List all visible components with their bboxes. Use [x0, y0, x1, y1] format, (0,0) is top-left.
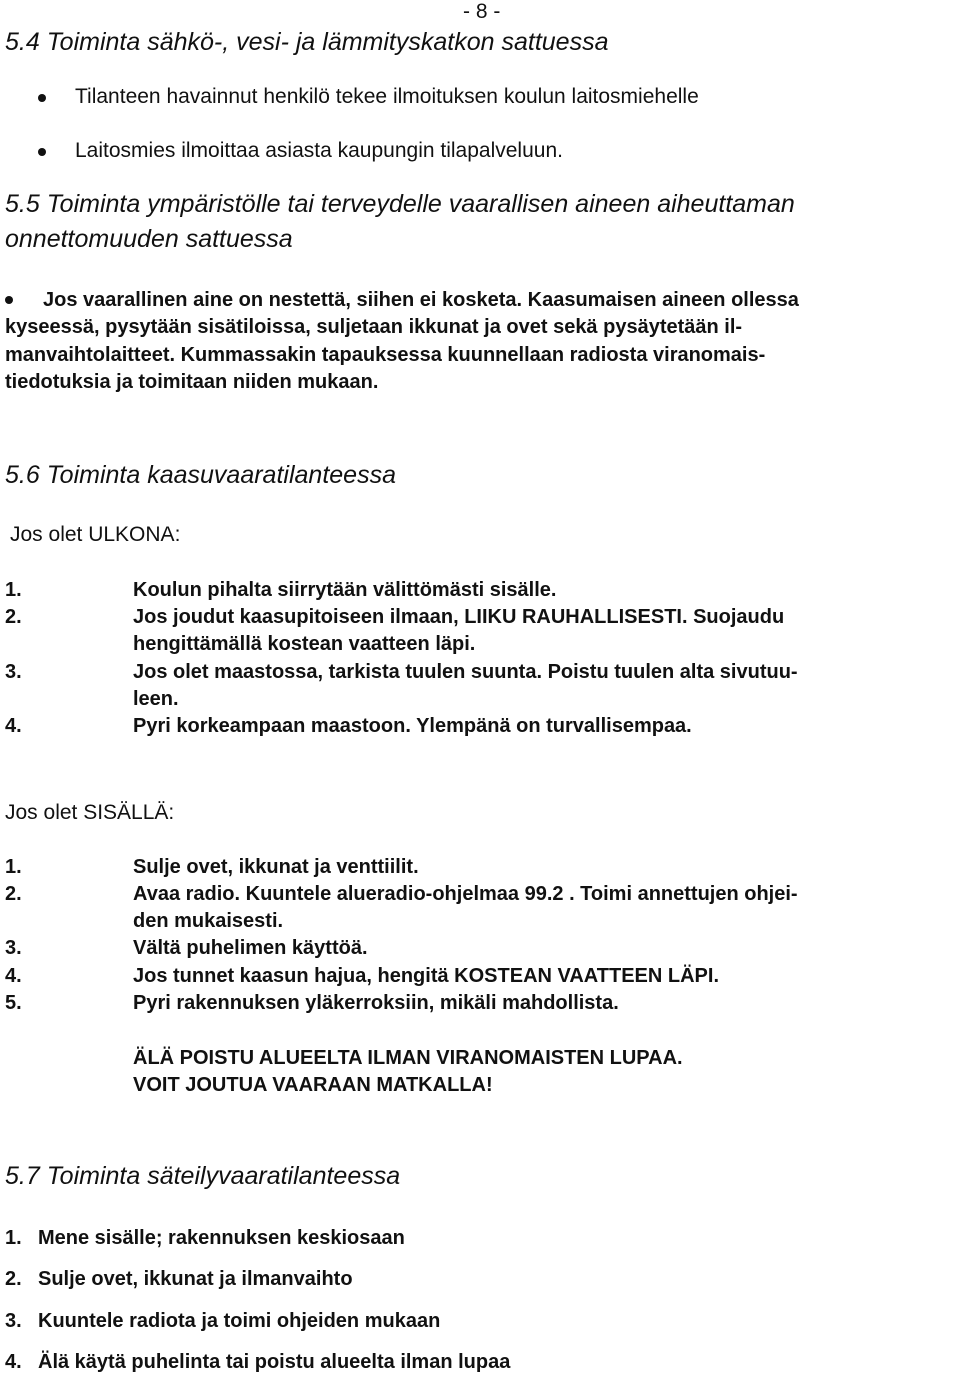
- list-item-continuation: den mukaisesti.: [133, 910, 284, 932]
- list-item: Sulje ovet, ikkunat ja ilmanvaihto: [38, 1268, 353, 1290]
- bullet-icon: [38, 94, 46, 102]
- list-number: 4.: [5, 715, 22, 737]
- list-item: Pyri rakennuksen yläkerroksiin, mikäli mahdollista.: [133, 992, 619, 1014]
- list-item: Älä käytä puhelinta tai poistu alueelta ilman lupaa: [38, 1351, 511, 1373]
- bullet-icon: [5, 296, 13, 304]
- list-number: 3.: [5, 1310, 22, 1332]
- paragraph-line: kyseessä, pysytään sisätiloissa, suljetaan ikkunat ja ovet sekä pysäytetään il-: [5, 316, 743, 338]
- list-item-continuation: leen.: [133, 688, 179, 710]
- list-number: 4.: [5, 965, 22, 987]
- section-5-4-heading: 5.4 Toiminta sähkö-, vesi- ja lämmityskatkon sattuessa: [5, 28, 609, 56]
- page-number: - 8 -: [463, 0, 501, 23]
- list-number: 1.: [5, 579, 22, 601]
- section-5-6-heading: 5.6 Toiminta kaasuvaaratilanteessa: [5, 461, 396, 489]
- list-item: Jos olet maastossa, tarkista tuulen suunta. Poistu tuulen alta sivutuu-: [133, 661, 798, 683]
- warning-line: ÄLÄ POISTU ALUEELTA ILMAN VIRANOMAISTEN LUPAA.: [133, 1047, 683, 1069]
- list-item: Jos tunnet kaasun hajua, hengitä KOSTEAN VAATTEEN LÄPI.: [133, 965, 719, 987]
- list-number: 2.: [5, 883, 22, 905]
- list-item: Vältä puhelimen käyttöä.: [133, 937, 368, 959]
- list-item: Laitosmies ilmoittaa asiasta kaupungin tilapalveluun.: [75, 139, 563, 162]
- list-number: 5.: [5, 992, 22, 1014]
- list-item: Kuuntele radiota ja toimi ohjeiden mukaan: [38, 1310, 441, 1332]
- inside-label: Jos olet SISÄLLÄ:: [5, 801, 175, 824]
- paragraph-line: tiedotuksia ja toimitaan niiden mukaan.: [5, 371, 379, 393]
- list-number: 3.: [5, 937, 22, 959]
- list-number: 3.: [5, 661, 22, 683]
- list-item: Tilanteen havainnut henkilö tekee ilmoituksen koulun laitosmiehelle: [75, 85, 699, 108]
- section-5-5-heading-line2: onnettomuuden sattuessa: [5, 225, 293, 253]
- list-item: Avaa radio. Kuuntele alueradio-ohjelmaa 99.2 . Toimi annettujen ohjei-: [133, 883, 798, 905]
- list-number: 1.: [5, 856, 22, 878]
- list-item: Jos joudut kaasupitoiseen ilmaan, LIIKU RAUHALLISESTI. Suojaudu: [133, 606, 785, 628]
- bullet-icon: [38, 148, 46, 156]
- section-5-7-heading: 5.7 Toiminta säteilyvaaratilanteessa: [5, 1162, 401, 1190]
- list-item: Pyri korkeampaan maastoon. Ylempänä on turvallisempaa.: [133, 715, 692, 737]
- outside-label: Jos olet ULKONA:: [10, 523, 181, 546]
- section-5-5-heading-line1: 5.5 Toiminta ympäristölle tai terveydelle vaarallisen aineen aiheuttaman: [5, 190, 795, 218]
- paragraph-line: Jos vaarallinen aine on nestettä, siihen ei kosketa. Kaasumaisen aineen ollessa: [43, 289, 799, 311]
- list-number: 4.: [5, 1351, 22, 1373]
- list-number: 1.: [5, 1227, 22, 1249]
- list-number: 2.: [5, 606, 22, 628]
- list-item-continuation: hengittämällä kostean vaatteen läpi.: [133, 633, 476, 655]
- paragraph-line: manvaihtolaitteet. Kummassakin tapauksessa kuunnellaan radiosta viranomais-: [5, 344, 766, 366]
- list-number: 2.: [5, 1268, 22, 1290]
- list-item: Sulje ovet, ikkunat ja venttiilit.: [133, 856, 419, 878]
- list-item: Mene sisälle; rakennuksen keskiosaan: [38, 1227, 405, 1249]
- list-item: Koulun pihalta siirrytään välittömästi sisälle.: [133, 579, 557, 601]
- warning-line: VOIT JOUTUA VAARAAN MATKALLA!: [133, 1074, 493, 1096]
